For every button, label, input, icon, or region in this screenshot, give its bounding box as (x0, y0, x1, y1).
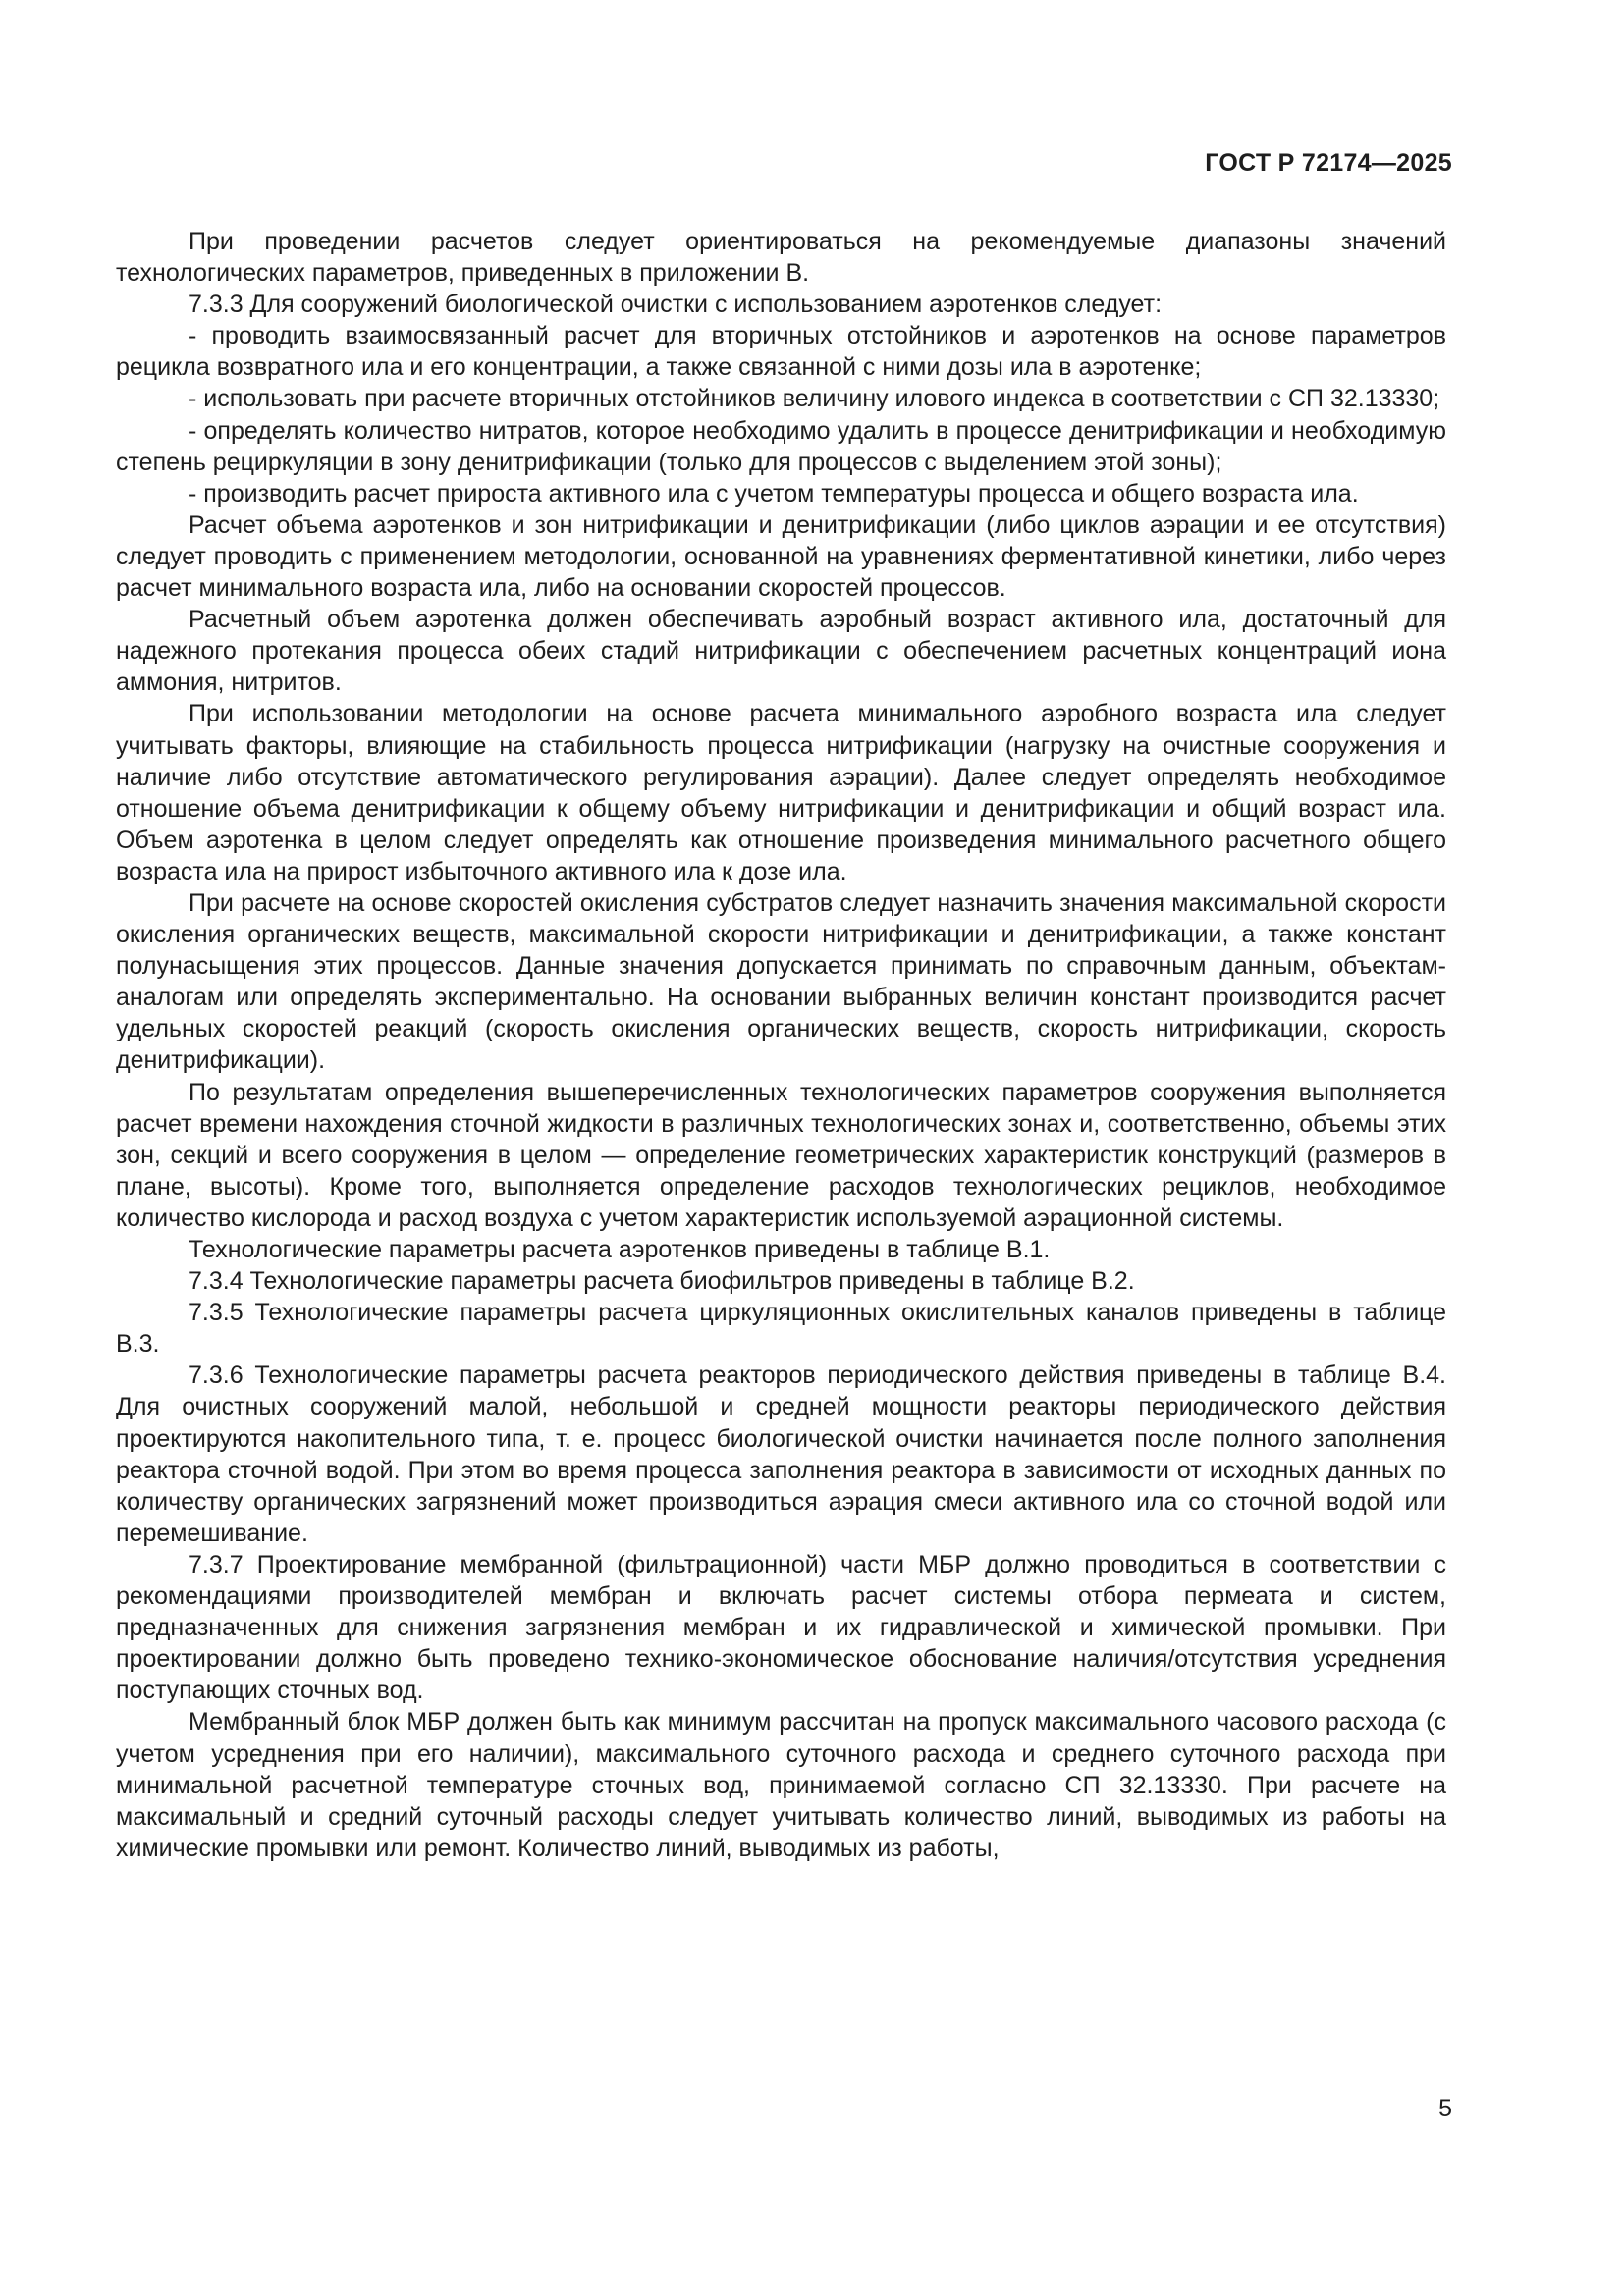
page-number: 5 (1438, 2095, 1452, 2122)
paragraph-intro: При проведении расчетов следует ориентироваться на рекомендуемые диапазоны значений технологических параметров, приведенных в приложении В. (116, 228, 1446, 288)
paragraph-aerobic-age: Расчетный объем аэротенка должен обеспечивать аэробный возраст активного ила, достаточный для надежного протекания процесса обеих стадий нитрификации с обеспечением расчетных концентраций иона аммония, нитритов. (116, 606, 1446, 697)
list-item-recycle-calculation: - проводить взаимосвязанный расчет для вторичных отстойников и аэротенков на основе параметров рецикла возвратного ила и его концентрации, а также связанной с ними дозы ила в аэротенке; (116, 322, 1446, 382)
paragraph-results: По результатам определения вышеперечисленных технологических параметров сооружения выполняется расчет времени нахождения сточной жидкости в различных технологических зонах и, соответственно, объемы этих зон, секций и всего сооружения в целом — определение геометрических характеристик конструкций (размеров в плане, высоты). Кроме того, выполняется определение расходов технологических рециклов, необходимое количество кислорода и расход воздуха с учетом характеристик используемой аэрационной системы. (116, 1078, 1446, 1232)
paragraph-min-age-method: При использовании методологии на основе расчета минимального аэробного возраста ила следует учитывать факторы, влияющие на стабильность процесса нитрификации (нагрузку на очистные сооружения и наличие либо отсутствие автоматического регулирования аэрации). Далее следует определять необходимое отношение объема денитрификации к общему объему нитрификации и денитрификации и общий возраст ила. Объем аэротенка в целом следует определять как отношение произведения минимального расчетного общего возраста ила на прирост избыточного активного ила к дозе ила. (116, 700, 1446, 885)
paragraph-aerotank-volume: Расчет объема аэротенков и зон нитрификации и денитрификации (либо циклов аэрации и ее отсутствия) следует проводить с применением методологии, основанной на уравнениях ферментативной кинетики, либо через расчет минимального возраста ила, либо на основании скоростей процессов. (116, 510, 1446, 603)
paragraph-table-b1-ref: Технологические параметры расчета аэротенков приведены в таблице В.1. (189, 1236, 1051, 1263)
paragraph-7-3-4: 7.3.4 Технологические параметры расчета биофильтров приведены в таблице В.2. (189, 1267, 1135, 1296)
list-item-sludge-index: - использовать при расчете вторичных отстойников величину илового индекса в соответствии с СП 32.13330; (189, 385, 1440, 413)
paragraph-oxidation-rates: При расчете на основе скоростей окисления субстратов следует назначить значения максимальной скорости окисления органических веществ, максимальной скорости нитрификации и денитрификации, а также констант полунасыщения этих процессов. Данные значения допускается принимать по справочным данным, объектам-аналогам или определять экспериментально. На основании выбранных величин констант производится расчет удельных скоростей реакций (скорость окисления органических веществ, скорость нитрификации, скорость денитрификации). (116, 888, 1446, 1075)
paragraph-7-3-5: 7.3.5 Технологические параметры расчета циркуляционных окислительных каналов приведены в таблице В.3. (116, 1299, 1446, 1359)
document-body (116, 226, 1446, 1864)
document-code-header: ГОСТ Р 72174—2025 (1205, 149, 1452, 177)
paragraph-7-3-7: 7.3.7 Проектирование мембранной (фильтрационной) части МБР должно проводиться в соответствии с рекомендациями производителей мембран и включать расчет системы отбора пермеата и систем, предназначенных для снижения загрязнения мембран и их гидравлической и химической промывки. При проектировании должно быть проведено технико-экономическое обоснование наличия/отсутствия усреднения поступающих сточных вод. (116, 1550, 1446, 1705)
list-item-sludge-growth: - производить расчет прироста активного ила с учетом температуры процесса и общего возраста ила. (189, 479, 1359, 507)
paragraph-7-3-6: 7.3.6 Технологические параметры расчета реакторов периодического действия приведены в таблице В.4. Для очистных сооружений малой, небольшой и средней мощности реакторы периодического действия проектируются накопительного типа, т. е. процесс биологической очистки начинается после полного заполнения реактора сточной водой. При этом во время процесса заполнения реактора в зависимости от исходных данных по количеству органических загрязнений может производиться аэрация смеси активного ила со сточной водой или перемешивание. (116, 1362, 1446, 1547)
paragraph-membrane-block: Мембранный блок МБР должен быть как минимум рассчитан на пропуск максимального часового расхода (с учетом усреднения при его наличии), максимального суточного расхода и среднего суточного расхода при минимальной расчетной температуре сточных вод, принимаемой согласно СП 32.13330. При расчете на максимальный и средний суточный расходы следует учитывать количество линий, выводимых из работы на химические промывки или ремонт. Количество линий, выводимых из работы, (116, 1708, 1446, 1862)
paragraph-7-3-3: 7.3.3 Для сооружений биологической очистки с использованием аэротенков следует: (189, 291, 1163, 319)
list-item-nitrates: - определять количество нитратов, которое необходимо удалить в процессе денитрификации и необходимую степень рециркуляции в зону денитрификации (только для процессов с выделением этой зоны); (116, 416, 1446, 476)
